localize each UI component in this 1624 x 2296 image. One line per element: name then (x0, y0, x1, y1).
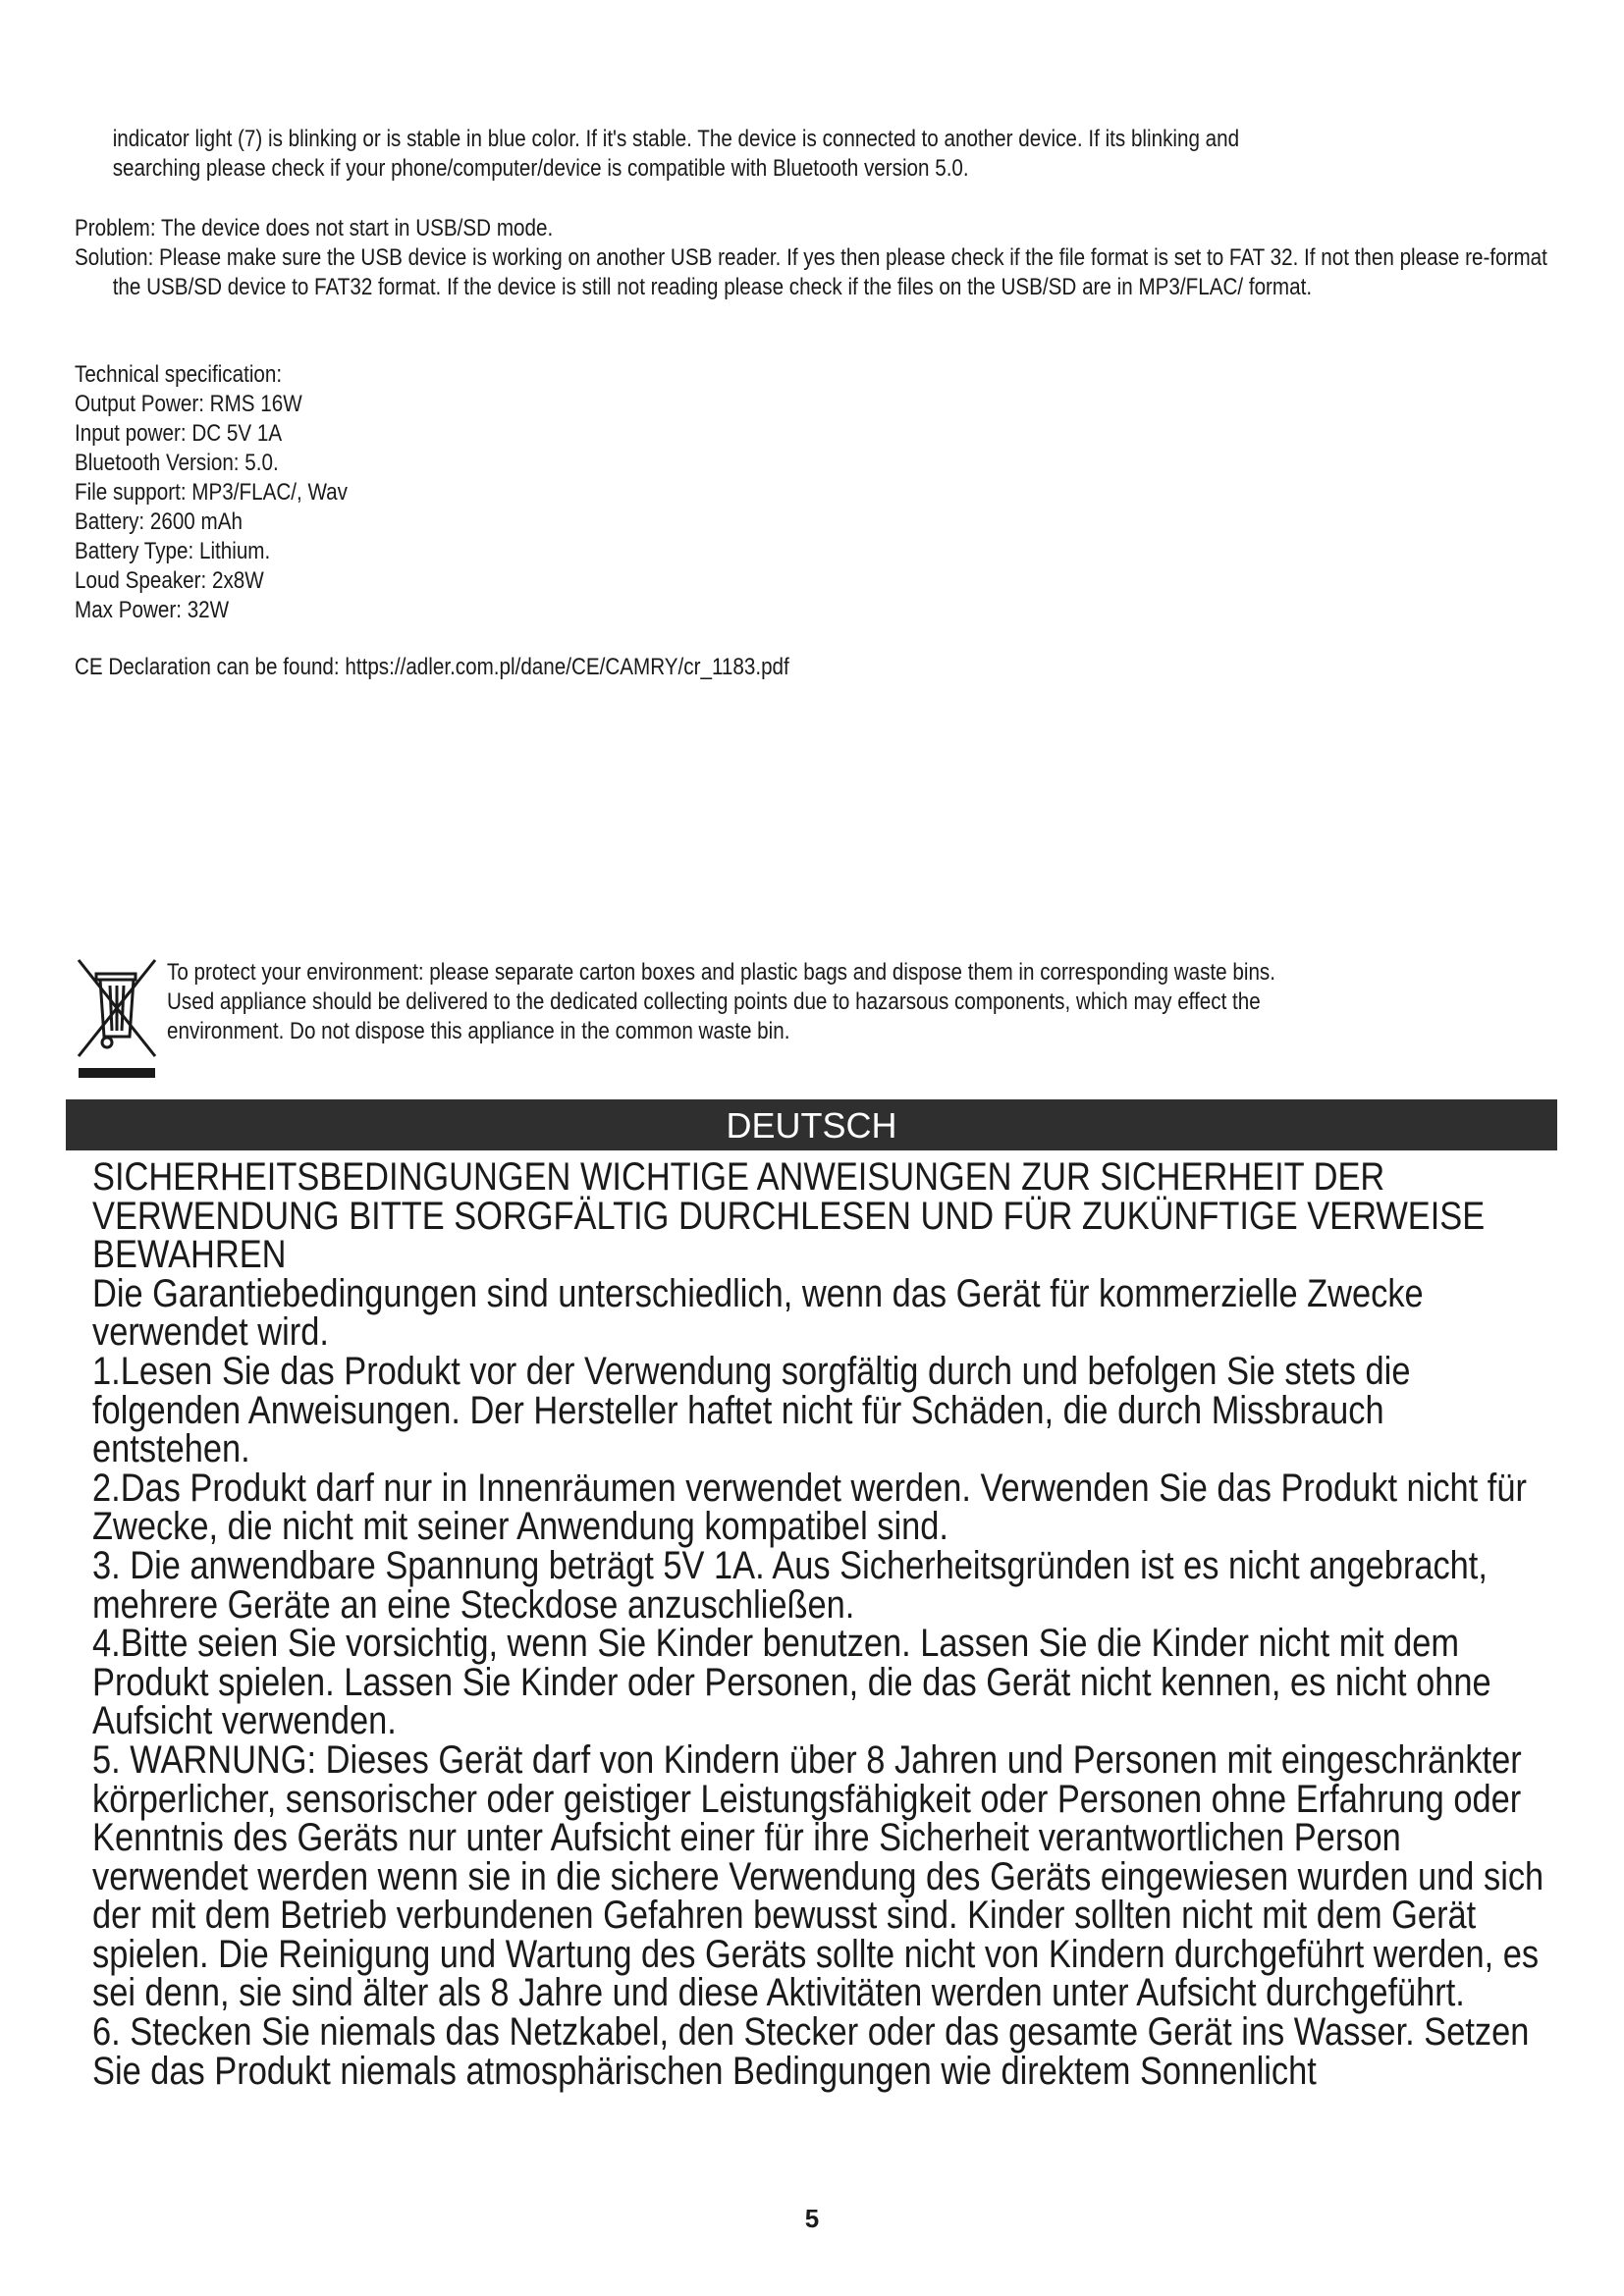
usb-troubleshooting (75, 214, 1556, 302)
environment-line: environment. Do not dispose this appliance in the common waste bin. (167, 1018, 790, 1044)
german-heading: SICHERHEITSBEDINGUNGEN WICHTIGE ANWEISUNGEN ZUR SICHERHEIT DER VERWENDUNG BITTE SORGFÄLTIG DURCHLESEN UND FÜR ZUKÜNFTIGE VERWEISE BEWAHREN (92, 1155, 1486, 1277)
german-safety-text (92, 1155, 1544, 2093)
intro-section (75, 125, 1239, 184)
spec-item: Bluetooth Version: 5.0. (75, 450, 279, 476)
solution-text: Solution: Please make sure the USB device is working on another USB reader. If yes then please check if the file format is set to FAT 32. If not then please re-format the USB/SD device to FAT32 format. If the device is still not reading please check if the files on the USB/SD are in MP3/FLAC/ format. (75, 244, 1547, 300)
spec-item: Input power: DC 5V 1A (75, 420, 283, 447)
spec-item: Output Power: RMS 16W (75, 391, 302, 417)
intro-line: indicator light (7) is blinking or is stable in blue color. If it's stable. The device is connected to another device. If its blinking and (112, 126, 1240, 152)
spec-item: Loud Speaker: 2x8W (75, 567, 264, 594)
spec-item: Max Power: 32W (75, 597, 230, 623)
environment-line: Used appliance should be delivered to the dedicated collecting points due to hazarsous components, which may effect the (167, 988, 1261, 1015)
spec-item: Battery: 2600 mAh (75, 508, 243, 535)
technical-specification (75, 360, 348, 625)
german-paragraph: 1.Lesen Sie das Produkt vor der Verwendung sorgfältig durch und befolgen Sie stets die folgenden Anweisungen. Der Hersteller haftet nicht für Schäden, die durch Missbrauch entstehen. (92, 1349, 1411, 1471)
language-banner: DEUTSCH (66, 1099, 1557, 1150)
environment-line: To protect your environment: please separate carton boxes and plastic bags and dispose them in corresponding waste bins. (167, 959, 1275, 986)
german-paragraph: 6. Stecken Sie niemals das Netzkabel, den Stecker oder das gesamte Gerät ins Wasser. Setzen Sie das Produkt niemals atmosphärischen Bedingungen wie direktem Sonnenlicht (92, 2010, 1530, 2093)
german-paragraph: 2.Das Produkt darf nur in Innenräumen verwendet werden. Verwenden Sie das Produkt nicht für Zwecke, die nicht mit seiner Anwendung kompatibel sind. (92, 1466, 1527, 1549)
german-paragraph: 5. WARNUNG: Dieses Gerät darf von Kindern über 8 Jahren und Personen mit eingeschränkter körperlicher, sensorischer oder geistiger Leistungsfähigkeit oder Personen ohne Erfahrung oder Kenntnis des Geräts nur unter Aufsicht einer für ihre Sicherheit verantwortlichen Person verwendet werden wenn sie in die sichere Verwendung des Geräts eingewiesen wurden und sich der mit dem Betrieb verbundenen Gefahren bewusst sind. Kinder sollten nicht mit dem Gerät spielen. Die Reinigung und Wartung des Geräts sollte nicht von Kindern durchgeführt werden, es sei denn, sie sind älter als 8 Jahre und diese Aktivitäten werden unter Aufsicht durchgeführt. (92, 1737, 1544, 2015)
page-number: 5 (804, 2204, 820, 2233)
ce-declaration: CE Declaration can be found: https://adler.com.pl/dane/CE/CAMRY/cr_1183.pdf (75, 654, 789, 680)
german-paragraph: 3. Die anwendbare Spannung beträgt 5V 1A. Aus Sicherheitsgründen ist es nicht angebracht, mehrere Geräte an eine Steckdose anzuschließen. (92, 1543, 1488, 1627)
crossed-out-wheelie-bin-icon (75, 954, 159, 1080)
spec-heading: Technical specification: (75, 361, 283, 388)
german-paragraph: 4.Bitte seien Sie vorsichtig, wenn Sie Kinder benutzen. Lassen Sie die Kinder nicht mit dem Produkt spielen. Lassen Sie Kinder oder Personen, die das Gerät nicht kennen, es nicht ohne Aufsicht verwenden. (92, 1622, 1491, 1743)
environment-notice (167, 958, 1275, 1046)
german-paragraph: Die Garantiebedingungen sind unterschiedlich, wenn das Gerät für kommerzielle Zwecke verwendet wird. (92, 1271, 1424, 1355)
spec-item: Battery Type: Lithium. (75, 538, 271, 564)
intro-line: searching please check if your phone/computer/device is compatible with Bluetooth version 5.0. (112, 155, 969, 182)
spec-item: File support: MP3/FLAC/, Wav (75, 479, 348, 506)
problem-text: Problem: The device does not start in USB/SD mode. (75, 215, 554, 241)
